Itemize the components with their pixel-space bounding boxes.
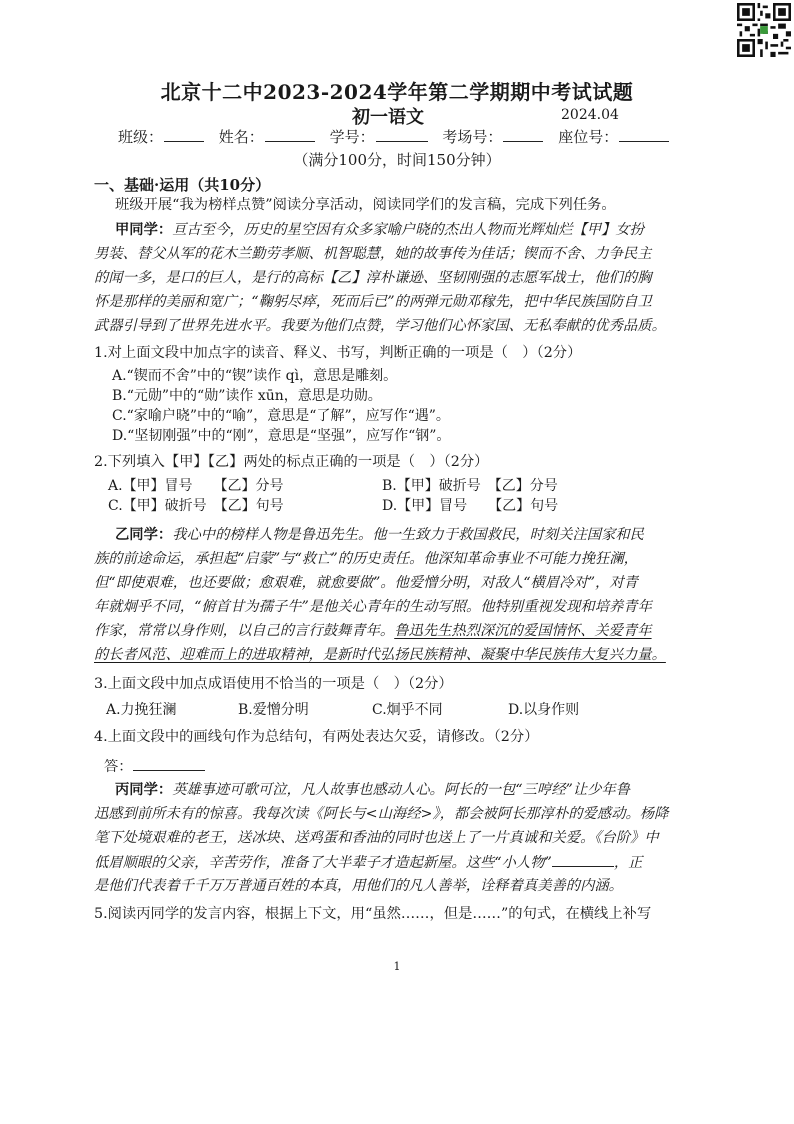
jia-line-5: 武器引导到了世界先进水平。我要为他们点赞，学习他们心怀家国、无私奉献的优秀品质。 (94, 318, 666, 334)
bing-line-4: 低眉顺眼的父亲，辛苦劳作，准备了大半辈子才造起新屋。这些“小人物” ，正 (94, 852, 642, 873)
q3-option-a[interactable]: A.力挽狂澜 (106, 702, 177, 718)
bing-line-3: 笔下处境艰难的老王，送冰块、送鸡蛋和香油的同时也送上了一片真诚和关爱。《台阶》中 (94, 830, 659, 846)
q4-answer (104, 756, 205, 777)
bing-line-1: 丙同学：英雄事迹可歌可泣，凡人故事也感动人心。阿长的一包“三哼经”让少年鲁 (115, 782, 631, 798)
section-intro: 班级开展“我为榜样点赞”阅读分享活动，阅读同学们的发言稿，完成下列任务。 (115, 197, 616, 213)
q3-option-c[interactable]: C.炯乎不同 (372, 702, 443, 718)
exam-date: 2024.04 (561, 107, 619, 123)
seat-label: 座位号： (558, 128, 619, 146)
name-blank[interactable] (265, 127, 315, 142)
class-label: 班级： (118, 128, 164, 146)
bing-line-2: 迅感到前所未有的惊喜。我每次读《阿长与<山海经>》，都会被阿长那淳朴的爱感动。杨降 (94, 806, 669, 822)
exam-room-blank[interactable] (503, 127, 543, 142)
q2-option-b[interactable]: B.【甲】破折号 【乙】分号 (382, 478, 558, 494)
q5-stem: 5.阅读丙同学的发言内容，根据上下文，用“虽然……，但是……”的句式，在横线上补写 (94, 906, 652, 922)
q1-option-c[interactable]: C.“家喻户晓”中的“喻”，意思是“了解”，应写作“遇”。 (112, 408, 450, 424)
q1-option-d[interactable]: D.“坚韧刚强”中的“刚”，意思是“坚强”，应写作“钢”。 (112, 428, 451, 444)
section-heading: 一、基础·运用（共10分） (94, 176, 271, 194)
exam-subject: 初一语文 (352, 107, 424, 128)
q3-stem: 3.上面文段中加点成语使用不恰当的一项是（ ）（2分） (94, 676, 453, 692)
jia-line-3: 的闻一多，是口的巨人，是行的高标【乙】淳朴谦逊、坚韧刚强的志愿军战士，他们的胸 (94, 270, 652, 286)
yi-underlined-sentence-2: 的长者风范、迎难而上的进取精神，是新时代弘扬民族精神、凝聚中华民族伟大复兴力量。 (94, 647, 666, 663)
q1-option-a[interactable]: A.“锲而不舍”中的“锲”读作 qì，意思是雕刻。 (112, 368, 398, 384)
seat-blank[interactable] (619, 127, 669, 142)
score-note: （满分100分，时间150分钟） (293, 151, 501, 169)
q2-option-d[interactable]: D.【甲】冒号 【乙】句号 (382, 498, 559, 514)
page-number: 1 (393, 960, 401, 973)
yi-line-6 (94, 645, 666, 665)
yi-line-2: 族的前途命运，承担起“启蒙”与“救亡”的历史责任。他深知革命事业不可能力挽狂澜， (94, 551, 638, 567)
bing-line-5: 是他们代表着千千万万普通百姓的本真，用他们的凡人善举，诠释着真美善的内涵。 (94, 878, 623, 894)
exam-room-label: 考场号： (442, 128, 503, 146)
bing-fill-blank[interactable] (552, 852, 614, 867)
yi-line-5: 作家，常常以身作则，以自己的言行鼓舞青年。鲁迅先生热烈深沉的爱国情怀、关爱青年 (94, 623, 652, 639)
q4-answer-blank[interactable] (133, 756, 205, 771)
q3-option-d[interactable]: D.以身作则 (508, 702, 580, 718)
q2-option-a[interactable]: A.【甲】冒号 【乙】分号 (108, 478, 284, 494)
student-info-row (118, 126, 679, 147)
q4-stem: 4.上面文段中的画线句作为总结句，有两处表达欠妥，请修改。（2分） (94, 729, 539, 745)
bing-speaker: 丙同学： (115, 782, 173, 798)
class-blank[interactable] (164, 127, 204, 142)
q3-option-b[interactable]: B.爱憎分明 (238, 702, 309, 718)
yi-line-4: 年就炯乎不同，“俯首甘为孺子牛”是他关心青年的生动写照。他特别重视发现和培养青年 (94, 599, 652, 615)
yi-line-3: 但“即使艰难，也还要做；愈艰难，就愈要做”。他爱憎分明，对敌人“横眉冷对”，对青 (94, 575, 638, 591)
jia-line-4: 怀是那样的美丽和宽广；“鞠躬尽瘁，死而后已”的两弹元勋邓稼先，把中华民族国防自卫 (94, 294, 652, 310)
exam-title: 北京十二中2023-2024学年第二学期期中考试试题 (160, 80, 634, 104)
q2-stem: 2.下列填入【甲】【乙】两处的标点正确的一项是（ ）（2分） (94, 454, 489, 470)
yi-underlined-sentence-1: 鲁迅先生热烈深沉的爱国情怀、关爱青年 (394, 623, 652, 639)
yi-speaker: 乙同学： (115, 527, 173, 543)
jia-line-2: 男装、替父从军的花木兰勤劳孝顺、机智聪慧，她的故事传为佳话；锲而不舍、力争民主 (94, 246, 652, 262)
student-id-blank[interactable] (376, 127, 428, 142)
name-label: 姓名： (218, 128, 264, 146)
jia-line-1: 甲同学：亘古至今，历史的星空因有众多家喻户晓的杰出人物而光辉灿烂【甲】女扮 (115, 222, 644, 238)
yi-line-1: 乙同学：我心中的榜样人物是鲁迅先生。他一生致力于救国救民，时刻关注国家和民 (115, 527, 644, 543)
q4-answer-label: 答： (104, 759, 133, 775)
jia-speaker: 甲同学： (115, 222, 173, 238)
q2-option-c[interactable]: C.【甲】破折号 【乙】句号 (108, 498, 284, 514)
qr-code-icon (737, 3, 791, 57)
student-id-label: 学号： (329, 128, 375, 146)
q1-option-b[interactable]: B.“元勋”中的“勋”读作 xūn，意思是功勋。 (112, 388, 382, 404)
q1-stem: 1.对上面文段中加点字的读音、释义、书写，判断正确的一项是（ ）（2分） (94, 345, 582, 361)
